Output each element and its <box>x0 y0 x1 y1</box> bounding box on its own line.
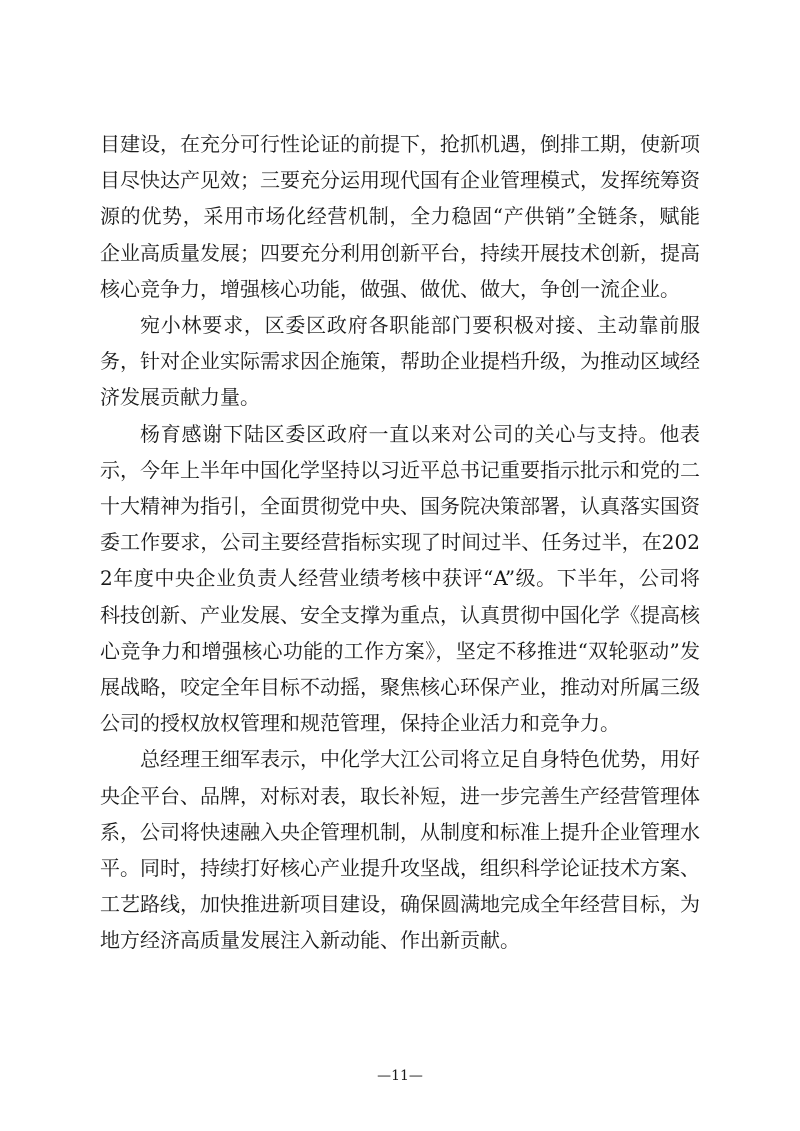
body-text <box>100 126 700 959</box>
paragraph-yang-yu: 杨育感谢下陆区委区政府一直以来对公司的关心与支持。他表示，今年上半年中国化学坚持以习近平总书记重要指示批示和党的二十大精神为指引，全面贯彻党中央、国务院决策部署，认真落实国资委工作要求，公司主要经营指标实现了时间过半、任务过半，在2022年度中央企业负责人经营业绩考核中获评“A”级。下半年，公司将科技创新、产业发展、安全支撑为重点，认真贯彻中国化学《提高核心竞争力和增强核心功能的工作方案》，坚定不移推进“双轮驱动”发展战略，咬定全年目标不动摇，聚焦核心环保产业，推动对所属三级公司的授权放权管理和规范管理，保持企业活力和竞争力。 <box>100 421 700 736</box>
paragraph-wang-xijun: 总经理王细军表示，中化学大江公司将立足自身特色优势，用好央企平台、品牌，对标对表，取长补短，进一步完善生产经营管理体系，公司将快速融入央企管理机制，从制度和标准上提升企业管理水平。同时，持续打好核心产业提升攻坚战，组织科学论证技术方案、工艺路线，加快推进新项目建设，确保圆满地完成全年经营目标，为地方经济高质量发展注入新动能、作出新贡献。 <box>100 747 700 953</box>
paragraph-continued: 目建设，在充分可行性论证的前提下，抢抓机遇，倒排工期，使新项目尽快达产见效；三要充分运用现代国有企业管理模式，发挥统筹资源的优势，采用市场化经营机制，全力稳固“产供销”全链条，赋能企业高质量发展；四要充分利用创新平台，持续开展技术创新，提高核心竞争力，增强核心功能，做强、做优、做大，争创一流企业。 <box>100 132 700 301</box>
page-number: —11— <box>377 1068 423 1084</box>
paragraph-wan-xiaolin: 宛小林要求，区委区政府各职能部门要积极对接、主动靠前服务，针对企业实际需求因企施策，帮助企业提档升级，为推动区域经济发展贡献力量。 <box>100 313 700 410</box>
